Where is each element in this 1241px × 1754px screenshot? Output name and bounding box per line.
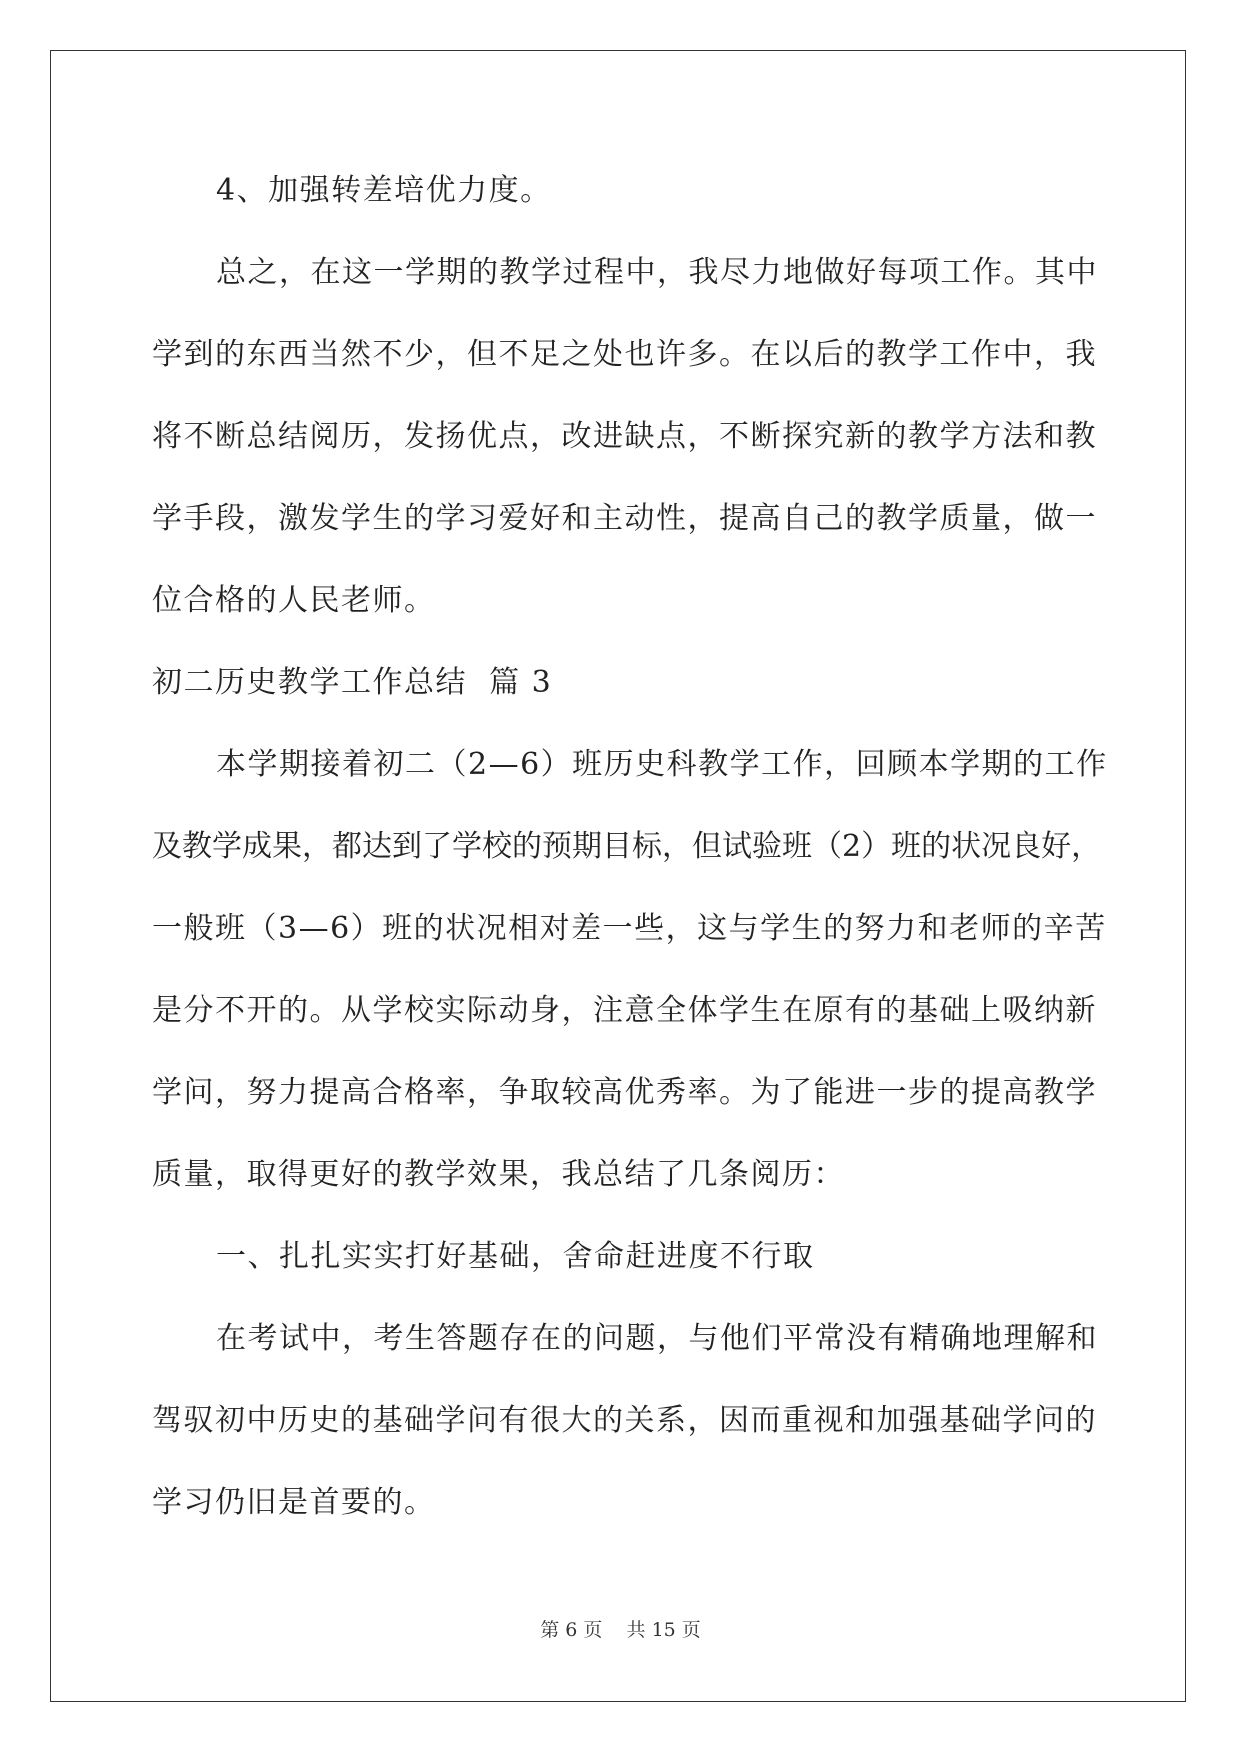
subsection-heading: 一、扎扎实实打好基础，舍命赶进度不行取 xyxy=(216,1239,815,1274)
paragraph-line: 学问，努力提高合格率，争取较高优秀率。为了能进一步的提高教学 xyxy=(152,1075,1097,1110)
paragraph-line: 4、加强转差培优力度。 xyxy=(216,173,552,208)
section-heading: 初二历史教学工作总结 篇 3 xyxy=(152,665,553,700)
paragraph-line: 质量，取得更好的教学效果，我总结了几条阅历： xyxy=(152,1157,845,1192)
paragraph-line: 是分不开的。从学校实际动身，注意全体学生在原有的基础上吸纳新 xyxy=(152,993,1097,1028)
document-body xyxy=(152,150,1108,1544)
paragraph-line: 本学期接着初二（2—6）班历史科教学工作，回顾本学期的工作 xyxy=(216,747,1108,782)
paragraph-line: 及教学成果，都达到了学校的预期目标，但试验班（2）班的状况良好， xyxy=(152,829,1102,864)
paragraph-line: 学到的东西当然不少，但不足之处也许多。在以后的教学工作中，我 xyxy=(152,337,1097,372)
paragraph-line: 驾驭初中历史的基础学问有很大的关系，因而重视和加强基础学问的 xyxy=(152,1403,1097,1438)
paragraph-line: 学习仍旧是首要的。 xyxy=(152,1485,436,1520)
paragraph-line: 位合格的人民老师。 xyxy=(152,583,436,618)
paragraph-line: 一般班（3—6）班的状况相对差一些，这与学生的努力和老师的辛苦 xyxy=(152,911,1107,946)
paragraph-line: 学手段，激发学生的学习爱好和主动性，提高自己的教学质量，做一 xyxy=(152,501,1097,536)
page-number-text: 第 6 页 共 15 页 xyxy=(540,1619,701,1641)
paragraph-line: 总之，在这一学期的教学过程中，我尽力地做好每项工作。其中 xyxy=(216,255,1098,290)
page-number-footer xyxy=(0,1615,1241,1642)
paragraph-line: 在考试中，考生答题存在的问题，与他们平常没有精确地理解和 xyxy=(216,1321,1098,1356)
paragraph-line: 将不断总结阅历，发扬优点，改进缺点，不断探究新的教学方法和教 xyxy=(152,419,1097,454)
